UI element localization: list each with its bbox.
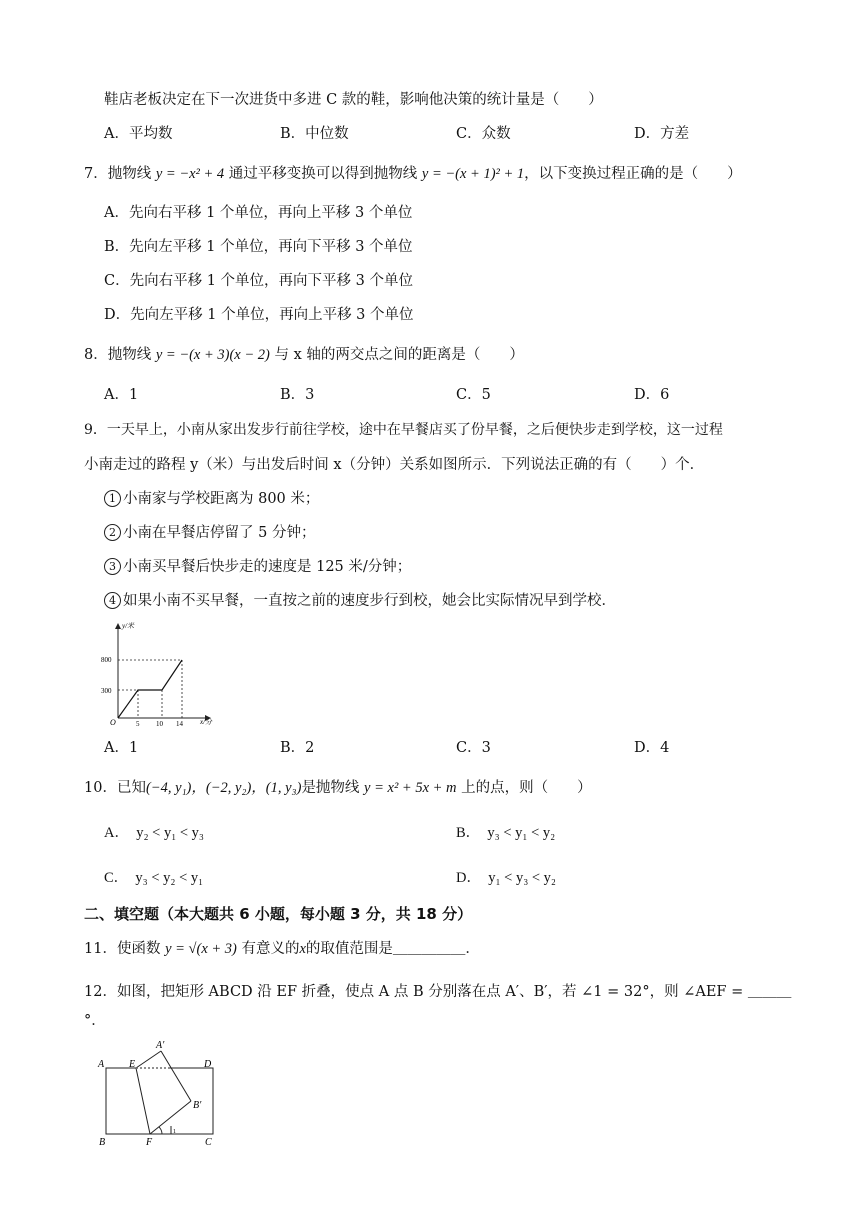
q9-statement-1: 1 小南家与学校距离为 800 米； — [104, 489, 319, 509]
q8-expr: y = −(x + 3)(x − 2) — [155, 347, 270, 363]
q8-number: 8． — [84, 347, 108, 363]
q10-number: 10． — [84, 780, 117, 796]
x-tick-10: 10 — [156, 720, 163, 728]
q7-expr2: y = −(x + 1)² + 1 — [421, 166, 525, 182]
fold-line-ef — [136, 1068, 150, 1134]
q7-suffix: ，以下变换过程正确的是（ ） — [524, 166, 742, 182]
q7-stem — [84, 164, 742, 184]
circled-number-3: 3 — [104, 558, 121, 575]
distance-curve — [118, 660, 182, 718]
q6-option-d[interactable]: D．方差 — [634, 126, 690, 142]
q8-stem — [84, 345, 524, 365]
q9-distance-time-graph — [98, 618, 218, 728]
q8-option-b[interactable]: B．3 — [280, 387, 315, 403]
circled-number-2: 2 — [104, 524, 121, 541]
q6-option-b[interactable]: B．中位数 — [280, 126, 349, 142]
q7-prefix: 抛物线 — [107, 166, 152, 182]
q12-folded-rectangle-figure — [96, 1036, 226, 1148]
label-b-prime: B′ — [193, 1100, 202, 1111]
q11-prefix: 使函数 — [116, 941, 161, 957]
angle-1-arc — [159, 1127, 162, 1134]
label-f: F — [146, 1137, 153, 1148]
y-tick-300: 300 — [101, 687, 112, 695]
q8-prefix: 抛物线 — [107, 347, 152, 363]
q10-points: (−4, y₁)，(−2, y₂)，(1, y₃) — [145, 780, 302, 796]
q8-option-d[interactable]: D．6 — [634, 387, 670, 403]
x-tick-14: 14 — [176, 720, 183, 728]
y-axis-label: y/米 — [122, 622, 135, 630]
q9-option-b[interactable]: B．2 — [280, 740, 315, 756]
q8-suffix: 与 x 轴的两交点之间的距离是（ ） — [274, 347, 524, 363]
label-d: D — [204, 1059, 212, 1070]
q9-option-d[interactable]: D．4 — [634, 740, 670, 756]
q8-option-a[interactable]: A．1 — [104, 387, 139, 403]
q7-mid: 通过平移变换可以得到抛物线 — [228, 166, 418, 182]
q9-statement-4: 4 如果小南不买早餐，一直按之前的速度步行到校，她会比实际情况早到学校． — [104, 591, 616, 611]
segment-e-a1 — [136, 1051, 161, 1068]
q7-option-d[interactable]: D．先向左平移 1 个单位，再向上平移 3 个单位 — [104, 307, 414, 323]
q10-prefix: 已知 — [116, 780, 146, 796]
q9-statement-3: 3 小南买早餐后快步走的速度是 125 米/分钟； — [104, 557, 411, 577]
q11-number: 11． — [84, 941, 117, 957]
label-a: A — [98, 1059, 105, 1070]
circled-number-1: 1 — [104, 490, 121, 507]
section-2-title: 二、填空题（本大题共 6 小题，每小题 3 分，共 18 分） — [84, 905, 473, 923]
q10-suffix: 上的点，则（ ） — [461, 780, 592, 796]
q7-expr1: y = −x² + 4 — [155, 166, 225, 182]
label-c: C — [205, 1137, 212, 1148]
q10-mid: 是抛物线 — [301, 780, 360, 796]
q11-answer-blank[interactable]: ＿＿＿＿＿ — [392, 941, 466, 957]
circled-number-4: 4 — [104, 592, 121, 609]
q9-option-a[interactable]: A．1 — [104, 740, 139, 756]
label-a-prime: A′ — [156, 1040, 165, 1051]
segment-a1-b1 — [161, 1051, 191, 1101]
q11-var: x — [299, 941, 306, 957]
q7-number: 7． — [84, 166, 108, 182]
q12-stem-line1: 12．如图，把矩形 ABCD 沿 EF 折叠，使点 A 点 B 分别落在点 A′、B′，若 ∠1 = 32°，则 ∠AEF = ＿＿＿ — [84, 984, 792, 1000]
q9-stem-line1: 9．一天早上，小南从家出发步行前往学校，途中在早餐店买了份早餐，之后便快步走到学校，这一过程 — [84, 422, 723, 438]
q7-option-b[interactable]: B．先向左平移 1 个单位，再向下平移 3 个单位 — [104, 239, 413, 255]
q7-option-c[interactable]: C．先向右平移 1 个单位，再向下平移 3 个单位 — [104, 273, 413, 289]
q11-suffix: 的取值范围是 — [305, 941, 393, 957]
y-tick-800: 800 — [101, 656, 112, 664]
q7-option-a[interactable]: A．先向右平移 1 个单位，再向上平移 3 个单位 — [104, 205, 413, 221]
label-angle-1: 1 — [173, 1129, 176, 1135]
x-axis-label: x/分 — [200, 718, 213, 726]
q6-stem: 鞋店老板决定在下一次进货中多进 C 款的鞋，影响他决策的统计量是（ ） — [104, 92, 603, 108]
q9-option-c[interactable]: C．3 — [456, 740, 491, 756]
q6-option-c[interactable]: C．众数 — [456, 126, 511, 142]
x-tick-5: 5 — [136, 720, 140, 728]
label-b: B — [99, 1137, 106, 1148]
q9-stem-line2: 小南走过的路程 y（米）与出发后时间 x（分钟）关系如图所示．下列说法正确的有（ ）个． — [84, 457, 705, 473]
q11-mid: 有意义的 — [241, 941, 300, 957]
q11-expr: y = √(x + 3) — [165, 941, 237, 957]
q10-option-b[interactable]: B． y₃ < y₁ < y₂ — [456, 825, 556, 841]
q8-option-c[interactable]: C．5 — [456, 387, 491, 403]
q10-expr: y = x² + 5x + m — [364, 780, 457, 796]
q10-stem — [84, 778, 592, 798]
q10-option-a[interactable]: A． y₂ < y₁ < y₃ — [104, 825, 204, 841]
origin-label: O — [110, 718, 116, 727]
q10-option-c[interactable]: C． y₃ < y₂ < y₁ — [104, 870, 204, 886]
q11-stem: 11．使函数 y = √(x + 3) 有意义的x的取值范围是＿＿＿＿＿． — [84, 941, 480, 957]
label-e: E — [129, 1059, 136, 1070]
q12-stem-line2: °． — [84, 1013, 106, 1029]
q10-option-d[interactable]: D． y₁ < y₃ < y₂ — [456, 870, 556, 886]
q6-option-a[interactable]: A．平均数 — [104, 126, 173, 142]
q9-statement-2: 2 小南在早餐店停留了 5 分钟； — [104, 523, 315, 543]
